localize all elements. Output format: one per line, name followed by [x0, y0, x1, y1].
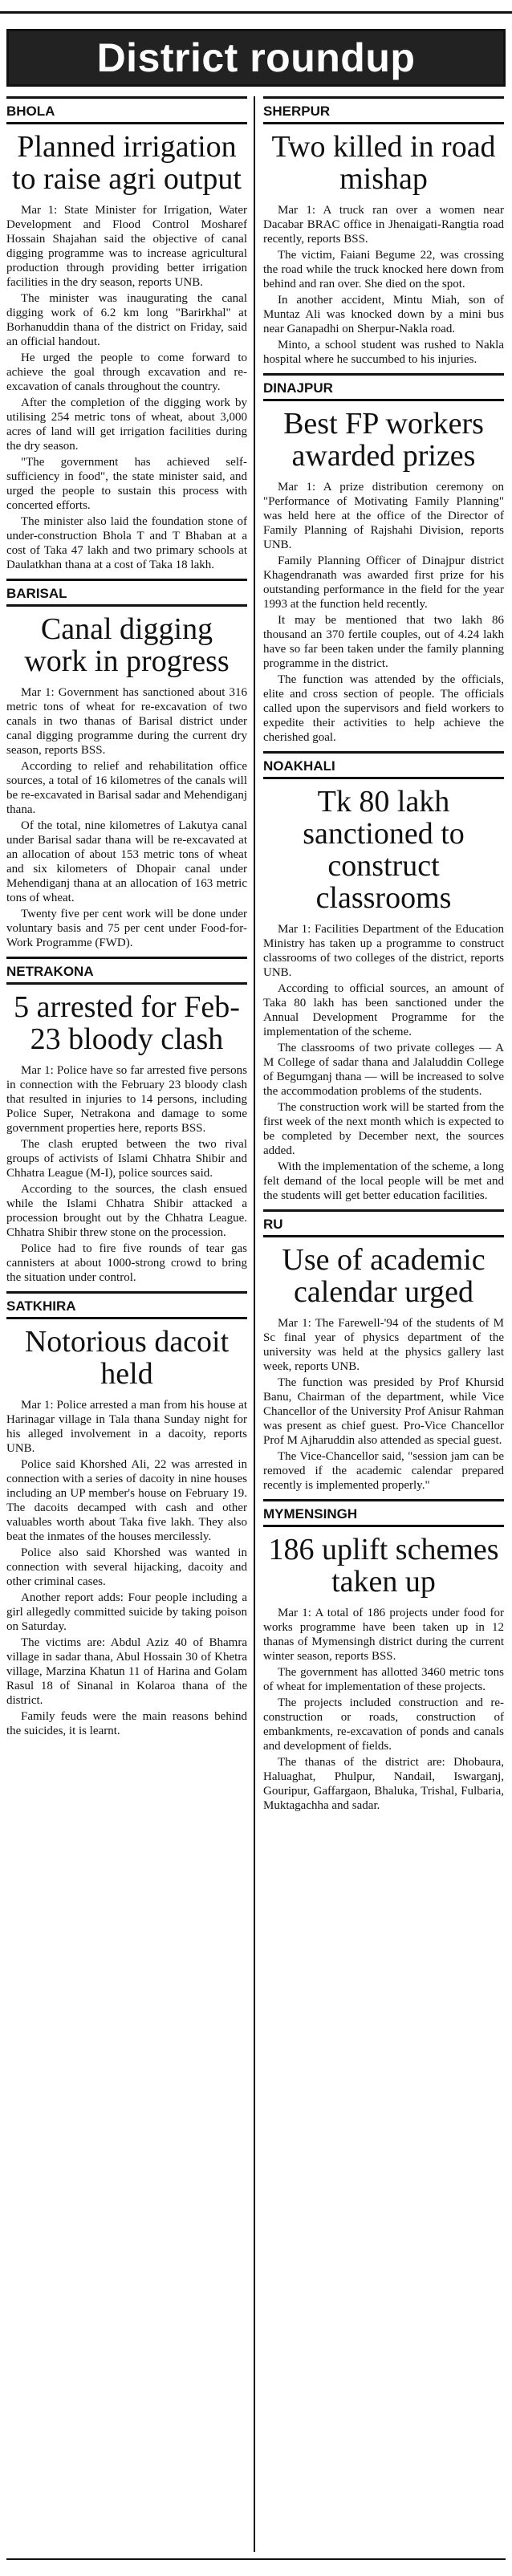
news-story [263, 1209, 504, 1493]
story-paragraph: According to official sources, an amount of Taka 80 lakh has been sanctioned under the Annual Development Programme for the implementation of the scheme. [263, 982, 504, 1038]
news-story [6, 957, 247, 1285]
story-paragraph: The minister also laid the foundation stone of under-construction Bhola T and T Bhaban at a cost of Taka 47 lakh and two primary schools at Daulatkhan thana at a cost of Taka 18 lakh. [6, 515, 247, 571]
right-column [263, 96, 504, 1819]
news-story [263, 96, 504, 367]
story-paragraph: Police also said Khorshed was wanted in connection with several hijacking, dacoity and other criminal cases. [6, 1546, 247, 1588]
story-paragraph: The Vice-Chancellor said, "session jam can be removed if the academic calendar prepared recently is implemented properly." [263, 1450, 504, 1492]
story-paragraph: The victim, Faiani Begume 22, was crossing the road while the truck knocked here down from behind and ran over. She died on the spot. [263, 249, 504, 291]
story-paragraph: After the completion of the digging work by utilising 254 metric tons of wheat, about 3,000 acres of land will get irrigation facilities during the dry season. [6, 396, 247, 453]
story-paragraph: "The government has achieved self-sufficiency in food", the state minister said, and urged the people to sustain this process with concerted efforts. [6, 456, 247, 512]
story-paragraph: Mar 1: A prize distribution ceremony on "Performance of Motivating Family Planning" was held here at the office of the Director of Family Planning of Rajshahi Division, reports UNB. [263, 481, 504, 551]
column-divider [254, 96, 255, 2552]
story-headline: 5 arrested for Feb-23 bloody clash [14, 990, 240, 1056]
story-paragraph: The projects included construction and re-construction or roads, construction of embankments, re-excavation of ponds and canals and development of fields. [263, 1696, 504, 1753]
story-paragraph: The classrooms of two private colleges — A M College of sadar thana and Jalaluddin College of Begumganj thana — will be increased to solve the accommodation problems of the students. [263, 1042, 504, 1098]
story-paragraph: Family feuds were the main reasons behind the suicides, it is learnt. [6, 1710, 247, 1737]
story-body [263, 480, 504, 745]
story-paragraph: Mar 1: Police arrested a man from his house at Harinagar village in Tala thana Sunday night for his alleged involvement in a dacoity, reports UNB. [6, 1399, 247, 1455]
story-paragraph: The government has allotted 3460 metric tons of wheat for implementation of these projects. [263, 1666, 504, 1693]
story-headline: Notorious dacoit held [24, 1325, 230, 1391]
story-body [6, 1063, 247, 1285]
story-paragraph: Police had to fire five rounds of tear gas cannisters at about 1000-strong crowd to bring the situation under control. [6, 1242, 247, 1284]
story-headline: Use of academic calendar urged [282, 1243, 486, 1309]
story-paragraph: The clash erupted between the two rival groups of activists of Islami Chhatra Shibir and Chhatra League (M-I), police sources said. [6, 1138, 247, 1180]
story-paragraph: Minto, a school student was rushed to Nakla hospital where he succumbed to his injuries. [263, 339, 504, 366]
story-paragraph: The function was presided by Prof Khursid Banu, Chairman of the department, while Vice Chancellor of the University Prof Anisur Rahman was present as chief guest. Pro-Vice Chancellor Prof M Ajharuddin also attended as special guest. [263, 1376, 504, 1447]
story-dateline: SHERPUR [263, 99, 504, 124]
story-paragraph: It may be mentioned that two lakh 86 thousand an 370 fertile couples, out of 4.24 lakh have so far been taken under the family planning programme in the district. [263, 614, 504, 670]
story-dateline: SATKHIRA [6, 1294, 247, 1319]
story-body [6, 685, 247, 950]
story-paragraph: The minister was inaugurating the canal digging work of 6.2 km long "Barirkhal" at Borhanuddin thana of the district on Friday, said an official handout. [6, 292, 247, 348]
news-story [263, 751, 504, 1203]
story-headline: 186 uplift schemes taken up [268, 1533, 499, 1599]
story-paragraph: Police said Khorshed Ali, 22 was arrested in connection with a series of dacoity in nine houses including an UP member's house on February 19. The dacoits decamped with cash and other valuables worth about Taka five lakh. They also beat the inmates of the houses mercilessly. [6, 1458, 247, 1543]
news-story [6, 96, 247, 572]
story-paragraph: The construction work will be started from the first week of the next month which is expected to be completed by December next, the sources added. [263, 1101, 504, 1157]
story-body [263, 1316, 504, 1493]
story-paragraph: Twenty five per cent work will be done under voluntary basis and 75 per cent under Food-for-Work Programme (FWD). [6, 908, 247, 949]
story-dateline: BHOLA [6, 99, 247, 124]
story-paragraph: The function was attended by the officials, elite and cross section of people. The officials called upon the supervisors and field workers to expedite their activities to help achieve the cherished goal. [263, 673, 504, 744]
story-paragraph: Of the total, nine kilometres of Lakutya canal under Barisal sadar thana will be re-excavated at an allocation of about 153 metric tons of wheat and six kilometers of Dhopair canal under Mehendiganj thana at an allocation of 163 metric tons of wheat. [6, 819, 247, 904]
story-body [6, 1398, 247, 1738]
news-story [6, 1291, 247, 1738]
story-body [263, 203, 504, 367]
story-body [6, 203, 247, 572]
story-headline: Canal digging work in progress [24, 612, 230, 678]
story-paragraph: He urged the people to come forward to achieve the goal through excavation and re-excavation of canals throughout the country. [6, 351, 247, 393]
story-paragraph: Mar 1: Police have so far arrested five persons in connection with the February 23 bloody clash that resulted in injuries to 14 persons, including Police Super, Netrakona and damage to some government properties here, reports BSS. [6, 1064, 247, 1135]
section-title: District roundup [96, 35, 416, 80]
story-paragraph: Another report adds: Four people including a girl allegedly committed suicide by taking poison on Saturday. [6, 1591, 247, 1633]
story-paragraph: With the implementation of the scheme, a long felt demand of the local people will be met and the students will get better education facilities. [263, 1160, 504, 1202]
story-headline: Tk 80 lakh sanctioned to construct classrooms [303, 785, 465, 915]
story-headline: Best FP workers awarded prizes [283, 407, 484, 473]
story-headline: Two killed in road mishap [271, 130, 496, 196]
news-story [263, 1499, 504, 1813]
top-rule [0, 0, 512, 14]
story-paragraph: Mar 1: Government has sanctioned about 316 metric tons of wheat for re-excavation of two canals in two thanas of Barisal district under canal digging programme during the current dry season, reports BSS. [6, 686, 247, 757]
story-dateline: MYMENSINGH [263, 1501, 504, 1527]
story-paragraph: Mar 1: Facilities Department of the Education Ministry has taken up a programme to construct classrooms of two colleges of the district, reports UNB. [263, 923, 504, 979]
story-dateline: BARISAL [6, 581, 247, 607]
story-headline: Planned irrigation to raise agri output [12, 130, 242, 196]
story-paragraph: Mar 1: A total of 186 projects under food for works programme have been taken up in 12 thanas of Mymensingh district during the current winter season, reports BSS. [263, 1607, 504, 1663]
story-dateline: NETRAKONA [6, 959, 247, 985]
section-banner [6, 29, 506, 87]
story-paragraph: According to the sources, the clash ensued while the Islami Chhatra Shibir attacked a procession brought out by the Chhatra League. Chhatra Shibir threw stone on the procession. [6, 1183, 247, 1239]
story-body [263, 1606, 504, 1813]
story-dateline: RU [263, 1212, 504, 1237]
news-story [263, 373, 504, 745]
story-dateline: DINAJPUR [263, 376, 504, 401]
story-paragraph: Mar 1: A truck ran over a women near Dacabar BRAC office in Jhenaigati-Rangtia road recently, reports BSS. [263, 204, 504, 246]
story-paragraph: Mar 1: State Minister for Irrigation, Water Development and Flood Control Mosharef Hossain Shajahan said the objective of canal digging programme was to increase agricultural production through providing better irrigation facilities in the dry season, reports UNB. [6, 204, 247, 289]
news-story [6, 579, 247, 950]
story-paragraph: According to relief and rehabilitation office sources, a total of 16 kilometres of the canals will be re-excavated in Barisal sadar and Mehendiganj thana. [6, 760, 247, 816]
story-dateline: NOAKHALI [263, 754, 504, 779]
story-body [263, 922, 504, 1203]
story-paragraph: The thanas of the district are: Dhobaura, Haluaghat, Phulpur, Nandail, Iswarganj, Gouripur, Gaffargaon, Bhaluka, Trishal, Fulbaria, Muktagachha and sadar. [263, 1756, 504, 1812]
story-paragraph: In another accident, Mintu Miah, son of Muntaz Ali was knocked down by a mini bus near Ganapadhi on Sherpur-Nakla road. [263, 294, 504, 335]
bottom-rule [6, 2558, 506, 2560]
left-column [6, 96, 247, 1745]
story-paragraph: Mar 1: The Farewell-'94 of the students of M Sc final year of physics department of the university was held at the physics gallery last week, reports UNB. [263, 1317, 504, 1373]
story-paragraph: Family Planning Officer of Dinajpur district Khagendranath was awarded first prize for his outstanding performance in the field for the year 1993 at the function held recently. [263, 555, 504, 611]
story-paragraph: The victims are: Abdul Aziz 40 of Bhamra village in sadar thana, Abul Hossain 30 of Khetra village, Marzina Khatun 11 of Harina and Golam Rasul 18 of Sinanal in Kolaroa thana of the district. [6, 1636, 247, 1707]
